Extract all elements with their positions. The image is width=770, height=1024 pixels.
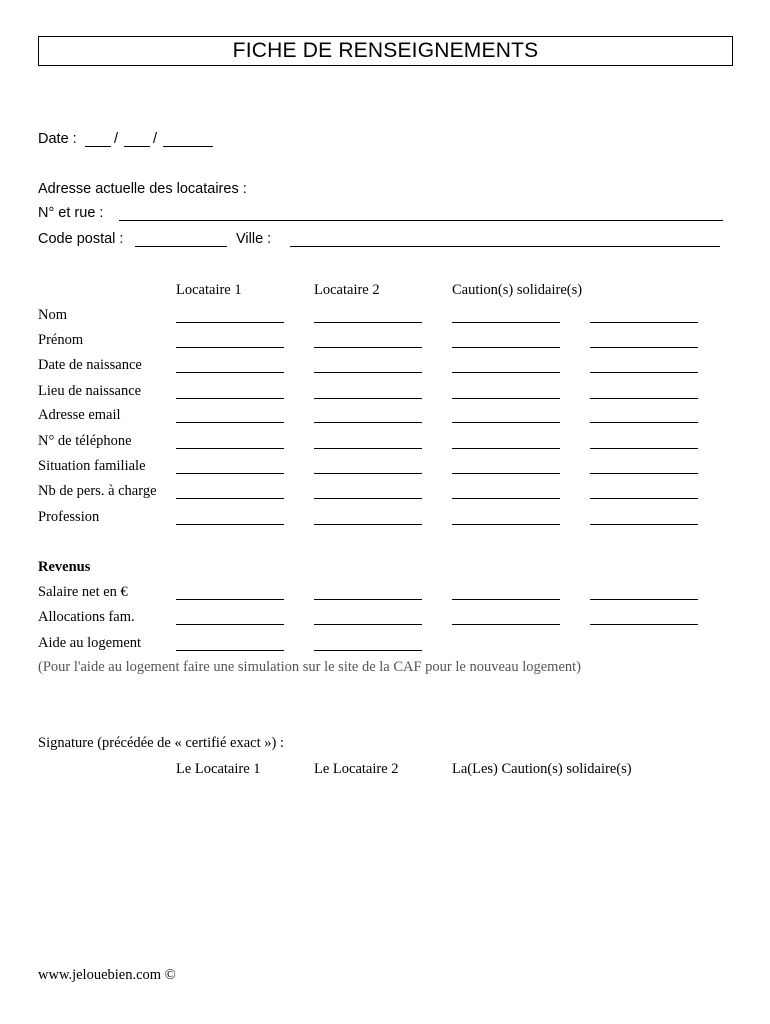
field-line[interactable] — [314, 322, 422, 323]
field-line[interactable] — [314, 624, 422, 625]
field-line[interactable] — [176, 498, 284, 499]
signature-label: Signature (précédée de « certifié exact ») : — [38, 735, 284, 751]
signature-caution: La(Les) Caution(s) solidaire(s) — [452, 761, 632, 777]
field-line[interactable] — [314, 398, 422, 399]
row-label-salaire: Salaire net en € — [38, 584, 128, 600]
date-label: Date : — [38, 131, 77, 147]
field-line[interactable] — [452, 398, 560, 399]
date-year-field[interactable] — [163, 146, 213, 147]
row-label-aide-logement: Aide au logement — [38, 635, 142, 651]
postal-code-field[interactable] — [135, 246, 227, 247]
row-label-prenom: Prénom — [38, 332, 84, 348]
field-line[interactable] — [590, 448, 698, 449]
city-field[interactable] — [290, 246, 720, 247]
field-line[interactable] — [452, 524, 560, 525]
row-label-profession: Profession — [38, 509, 100, 525]
field-line[interactable] — [314, 448, 422, 449]
field-line[interactable] — [590, 398, 698, 399]
field-line[interactable] — [452, 473, 560, 474]
row-label-situation: Situation familiale — [38, 458, 146, 474]
field-line[interactable] — [314, 650, 422, 651]
street-field[interactable] — [119, 220, 723, 221]
address-heading: Adresse actuelle des locataires : — [38, 181, 247, 197]
page-title: FICHE DE RENSEIGNEMENTS — [38, 36, 733, 66]
field-line[interactable] — [176, 473, 284, 474]
caf-note: (Pour l'aide au logement faire une simulation sur le site de la CAF pour le nouveau logement) — [38, 659, 581, 675]
field-line[interactable] — [590, 524, 698, 525]
field-line[interactable] — [314, 372, 422, 373]
column-header-locataire-1: Locataire 1 — [176, 282, 242, 298]
signature-locataire-1: Le Locataire 1 — [176, 761, 261, 777]
row-label-date-naissance: Date de naissance — [38, 357, 142, 373]
field-line[interactable] — [452, 498, 560, 499]
field-line[interactable] — [176, 524, 284, 525]
field-line[interactable] — [176, 398, 284, 399]
field-line[interactable] — [314, 498, 422, 499]
row-label-allocations: Allocations fam. — [38, 609, 135, 625]
field-line[interactable] — [452, 372, 560, 373]
field-line[interactable] — [176, 372, 284, 373]
field-line[interactable] — [452, 624, 560, 625]
field-line[interactable] — [176, 624, 284, 625]
field-line[interactable] — [452, 599, 560, 600]
column-header-caution: Caution(s) solidaire(s) — [452, 282, 583, 298]
signature-locataire-2: Le Locataire 2 — [314, 761, 399, 777]
field-line[interactable] — [590, 322, 698, 323]
field-line[interactable] — [590, 624, 698, 625]
field-line[interactable] — [452, 422, 560, 423]
field-line[interactable] — [314, 599, 422, 600]
row-label-telephone: N° de téléphone — [38, 433, 132, 449]
field-line[interactable] — [590, 498, 698, 499]
field-line[interactable] — [176, 650, 284, 651]
row-label-lieu-naissance: Lieu de naissance — [38, 383, 142, 399]
field-line[interactable] — [590, 372, 698, 373]
field-line[interactable] — [590, 422, 698, 423]
row-label-personnes-charge: Nb de pers. à charge — [38, 483, 157, 499]
city-label: Ville : — [236, 231, 272, 247]
field-line[interactable] — [452, 347, 560, 348]
row-label-email: Adresse email — [38, 407, 121, 423]
column-header-locataire-2: Locataire 2 — [314, 282, 380, 298]
field-line[interactable] — [590, 347, 698, 348]
field-line[interactable] — [176, 448, 284, 449]
field-line[interactable] — [452, 448, 560, 449]
field-line[interactable] — [590, 473, 698, 474]
date-separator: / — [153, 131, 158, 147]
street-label: N° et rue : — [38, 205, 104, 221]
field-line[interactable] — [590, 599, 698, 600]
field-line[interactable] — [314, 524, 422, 525]
date-separator: / — [114, 131, 119, 147]
field-line[interactable] — [314, 422, 422, 423]
date-day-field[interactable] — [85, 146, 111, 147]
field-line[interactable] — [314, 473, 422, 474]
postal-code-label: Code postal : — [38, 231, 124, 247]
field-line[interactable] — [176, 322, 284, 323]
field-line[interactable] — [176, 599, 284, 600]
field-line[interactable] — [176, 422, 284, 423]
footer-copyright: www.jelouebien.com © — [38, 967, 176, 983]
field-line[interactable] — [176, 347, 284, 348]
row-label-nom: Nom — [38, 307, 67, 323]
revenus-heading: Revenus — [38, 559, 91, 575]
field-line[interactable] — [452, 322, 560, 323]
field-line[interactable] — [314, 347, 422, 348]
date-month-field[interactable] — [124, 146, 150, 147]
